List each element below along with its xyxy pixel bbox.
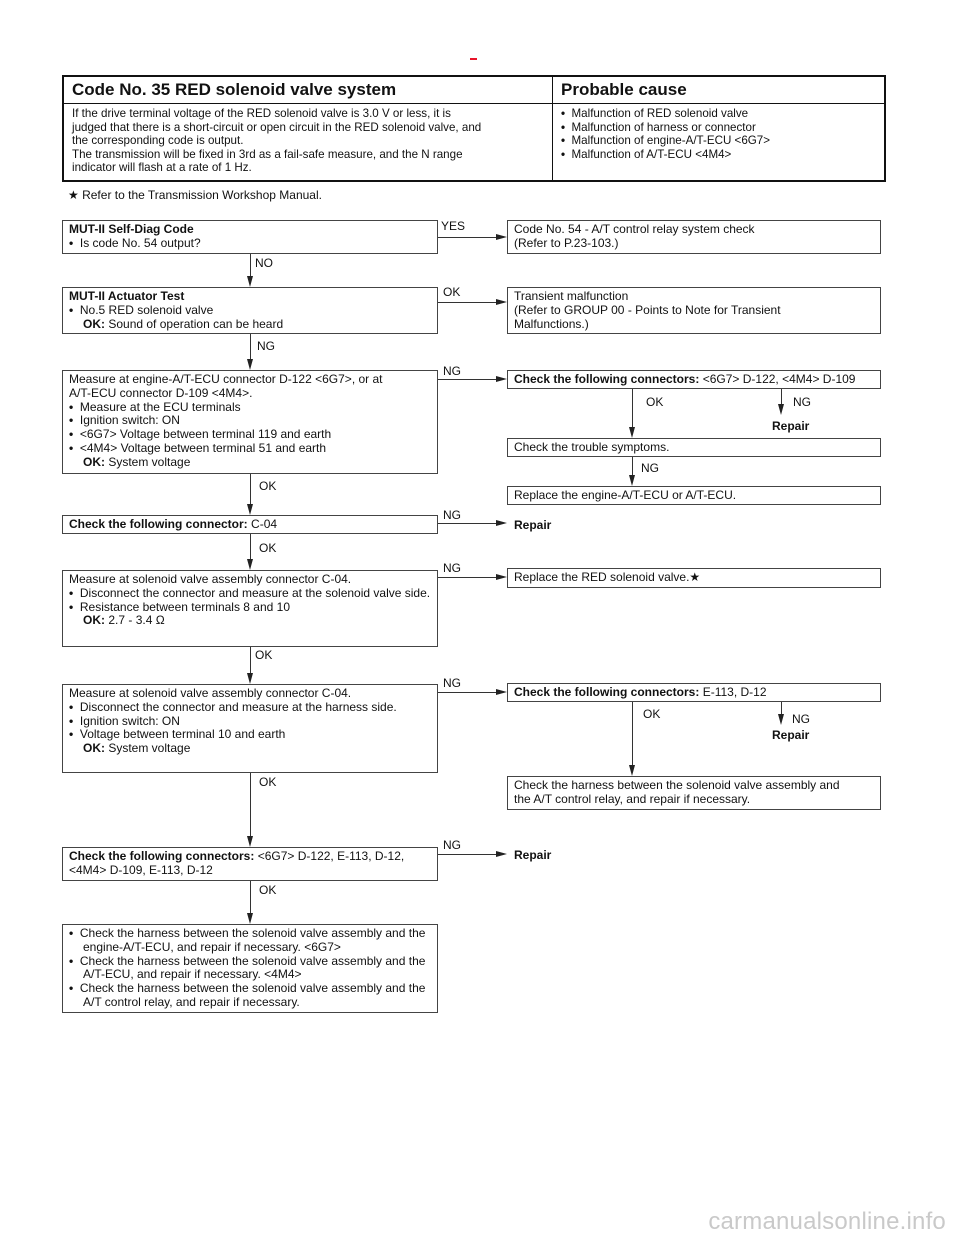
- arrow-down: [247, 504, 253, 515]
- arrow-down: [247, 913, 253, 924]
- desc-line: judged that there is a short-circuit or open circuit in the RED solenoid valve, and: [72, 120, 482, 134]
- connector-line: [632, 457, 633, 475]
- repair-label: Repair: [772, 728, 810, 742]
- code-description: [63, 104, 553, 181]
- result-line: (Refer to P.23-103.): [514, 235, 619, 250]
- arrow-right: [496, 376, 507, 382]
- step-check-c04: Check the following connector: C-04: [62, 515, 438, 534]
- label-ok: OK: [259, 541, 277, 555]
- connector-line: [250, 647, 251, 673]
- step-self-diag: [62, 220, 438, 254]
- result-check-connectors-ecu: Check the following connectors: <6G7> D-122, <4M4> D-109: [507, 370, 881, 389]
- label-no: NO: [255, 256, 273, 270]
- step-ok: OK: Sound of operation can be heard: [83, 316, 284, 331]
- desc-line: The transmission will be fixed in 3rd as a fail-safe measure, and the N range: [72, 147, 463, 161]
- connector-line: [632, 389, 633, 427]
- label-ng: NG: [443, 561, 461, 575]
- code-title: Code No. 35 RED solenoid valve system: [63, 76, 553, 104]
- step-line: Measure at engine-A/T-ECU connector D-122 <6G7>, or at: [69, 372, 383, 386]
- result-check-e113-d12: Check the following connectors: E-113, D-12: [507, 683, 881, 702]
- arrow-down: [247, 276, 253, 287]
- label-ng: NG: [793, 395, 811, 409]
- result-replace-ecu: Replace the engine-A/T-ECU or A/T-ECU.: [507, 486, 881, 505]
- connector-line: [438, 302, 496, 303]
- label-ok: OK: [259, 883, 277, 897]
- cause-item: • Malfunction of RED solenoid valve: [561, 107, 749, 120]
- label-ng: NG: [443, 508, 461, 522]
- step-item: • Is code No. 54 output?: [69, 235, 201, 250]
- step-item: • Check the harness between the solenoid valve assembly and the engine-A/T-ECU, and repair if necessary. <6G7>: [69, 926, 426, 954]
- step-item: • Voltage between terminal 10 and earth: [69, 727, 286, 742]
- result-replace-valve: Replace the RED solenoid valve.★: [507, 568, 881, 588]
- connector-line: [438, 692, 496, 693]
- connector-line: [438, 379, 496, 380]
- label-ng: NG: [641, 461, 659, 475]
- connector-line: [250, 334, 251, 359]
- step-line: Check the following connectors: <6G7> D-122, E-113, D-12,: [69, 849, 405, 863]
- step-item: • <6G7> Voltage between terminal 119 and earth: [69, 427, 332, 442]
- arrow-down: [778, 404, 784, 415]
- arrow-down: [247, 673, 253, 684]
- step-item: • Resistance between terminals 8 and 10: [69, 599, 290, 614]
- header-mark: [470, 58, 477, 60]
- step-resistance: [62, 570, 438, 647]
- step-item: • Ignition switch: ON: [69, 713, 180, 728]
- result-code-54: [507, 220, 881, 254]
- step-ecu-measure: [62, 370, 438, 474]
- cause-item: • Malfunction of harness or connector: [561, 120, 756, 134]
- step-title: MUT-II Actuator Test: [69, 289, 185, 303]
- label-ng: NG: [443, 676, 461, 690]
- desc-line: the corresponding code is output.: [72, 134, 244, 148]
- label-ng: NG: [443, 364, 461, 378]
- label-yes: YES: [441, 219, 466, 233]
- result-line: (Refer to GROUP 00 - Points to Note for Transient: [514, 302, 781, 317]
- connector-line: [438, 523, 496, 524]
- result-line: Transient malfunction: [514, 289, 629, 303]
- arrow-right: [496, 851, 507, 857]
- arrow-right: [496, 689, 507, 695]
- cause-list: [553, 104, 886, 181]
- arrow-down: [247, 359, 253, 370]
- arrow-right: [496, 520, 507, 526]
- label-ng: NG: [257, 339, 275, 353]
- connector-line: [438, 577, 496, 578]
- step-title: MUT-II Self-Diag Code: [69, 222, 194, 236]
- step-item: • Check the harness between the solenoid valve assembly and the A/T-ECU, and repair if necessary. <4M4>: [69, 953, 426, 982]
- cause-item: • Malfunction of engine-A/T-ECU <6G7>: [561, 134, 771, 148]
- step-item: • Measure at the ECU terminals: [69, 399, 241, 414]
- step-item: • Disconnect the connector and measure at the solenoid valve side.: [69, 585, 431, 600]
- arrow-right: [496, 574, 507, 580]
- step-final-harness: [62, 924, 438, 1013]
- arrow-down: [629, 475, 635, 486]
- step-line: A/T-ECU connector D-109 <4M4>.: [69, 385, 253, 400]
- step-line: Measure at solenoid valve assembly connector C-04.: [69, 686, 352, 700]
- desc-line: indicator will flash at a rate of 1 Hz.: [72, 161, 252, 175]
- step-check-connectors-all: [62, 847, 438, 881]
- connector-line: [438, 854, 496, 855]
- arrow-right: [496, 299, 507, 305]
- step-ok: OK: 2.7 - 3.4 Ω: [83, 613, 165, 628]
- label-ok: OK: [643, 707, 661, 721]
- result-line: the A/T control relay, and repair if necessary.: [514, 791, 751, 806]
- step-item: • Disconnect the connector and measure at the harness side.: [69, 699, 397, 714]
- repair-label: Repair: [514, 848, 552, 862]
- step-actuator-test: [62, 287, 438, 334]
- label-ok: OK: [255, 648, 273, 662]
- arrow-down: [629, 427, 635, 438]
- cause-title: Probable cause: [553, 76, 886, 104]
- step-ok: OK: System voltage: [83, 454, 191, 469]
- connector-line: [250, 254, 251, 276]
- connector-line: [250, 881, 251, 913]
- label-ng: NG: [443, 838, 461, 852]
- result-check-harness-relay: [507, 776, 881, 810]
- step-item: • Ignition switch: ON: [69, 413, 180, 428]
- step-item: • <4M4> Voltage between terminal 51 and earth: [69, 440, 327, 455]
- arrow-right: [496, 234, 507, 240]
- connector-line: [632, 702, 633, 765]
- label-ng: NG: [792, 712, 810, 726]
- label-ok: OK: [443, 285, 461, 299]
- label-ok: OK: [259, 479, 277, 493]
- arrow-down: [778, 714, 784, 725]
- result-line: Code No. 54 - A/T control relay system check: [514, 222, 755, 236]
- workshop-note: ★ Refer to the Transmission Workshop Manual.: [68, 188, 322, 202]
- label-ok: OK: [259, 775, 277, 789]
- step-item: • No.5 RED solenoid valve: [69, 302, 214, 317]
- step-ok: OK: System voltage: [83, 741, 191, 756]
- step-item: • Check the harness between the solenoid valve assembly and the A/T control relay, and repair if necessary.: [69, 981, 426, 1009]
- connector-line: [438, 237, 496, 238]
- step-line: Measure at solenoid valve assembly connector C-04.: [69, 572, 352, 586]
- arrow-down: [247, 836, 253, 847]
- connector-line: [250, 534, 251, 559]
- result-line: Malfunctions.): [514, 316, 589, 331]
- arrow-down: [629, 765, 635, 776]
- step-voltage-harness: [62, 684, 438, 773]
- connector-line: [250, 773, 251, 836]
- result-line: Check the harness between the solenoid valve assembly and: [514, 778, 840, 792]
- result-trouble-symptoms: Check the trouble symptoms.: [507, 438, 881, 457]
- desc-line: If the drive terminal voltage of the RED solenoid valve is 3.0 V or less, it is: [72, 107, 451, 120]
- label-ok: OK: [646, 395, 664, 409]
- repair-label: Repair: [772, 419, 810, 433]
- connector-line: [250, 474, 251, 504]
- step-line: <4M4> D-109, E-113, D-12: [69, 862, 213, 877]
- result-transient: [507, 287, 881, 334]
- watermark: carmanualsonline.info: [708, 1208, 946, 1235]
- arrow-down: [247, 559, 253, 570]
- repair-label: Repair: [514, 518, 552, 532]
- cause-item: • Malfunction of A/T-ECU <4M4>: [561, 147, 732, 161]
- code-table: [62, 75, 886, 182]
